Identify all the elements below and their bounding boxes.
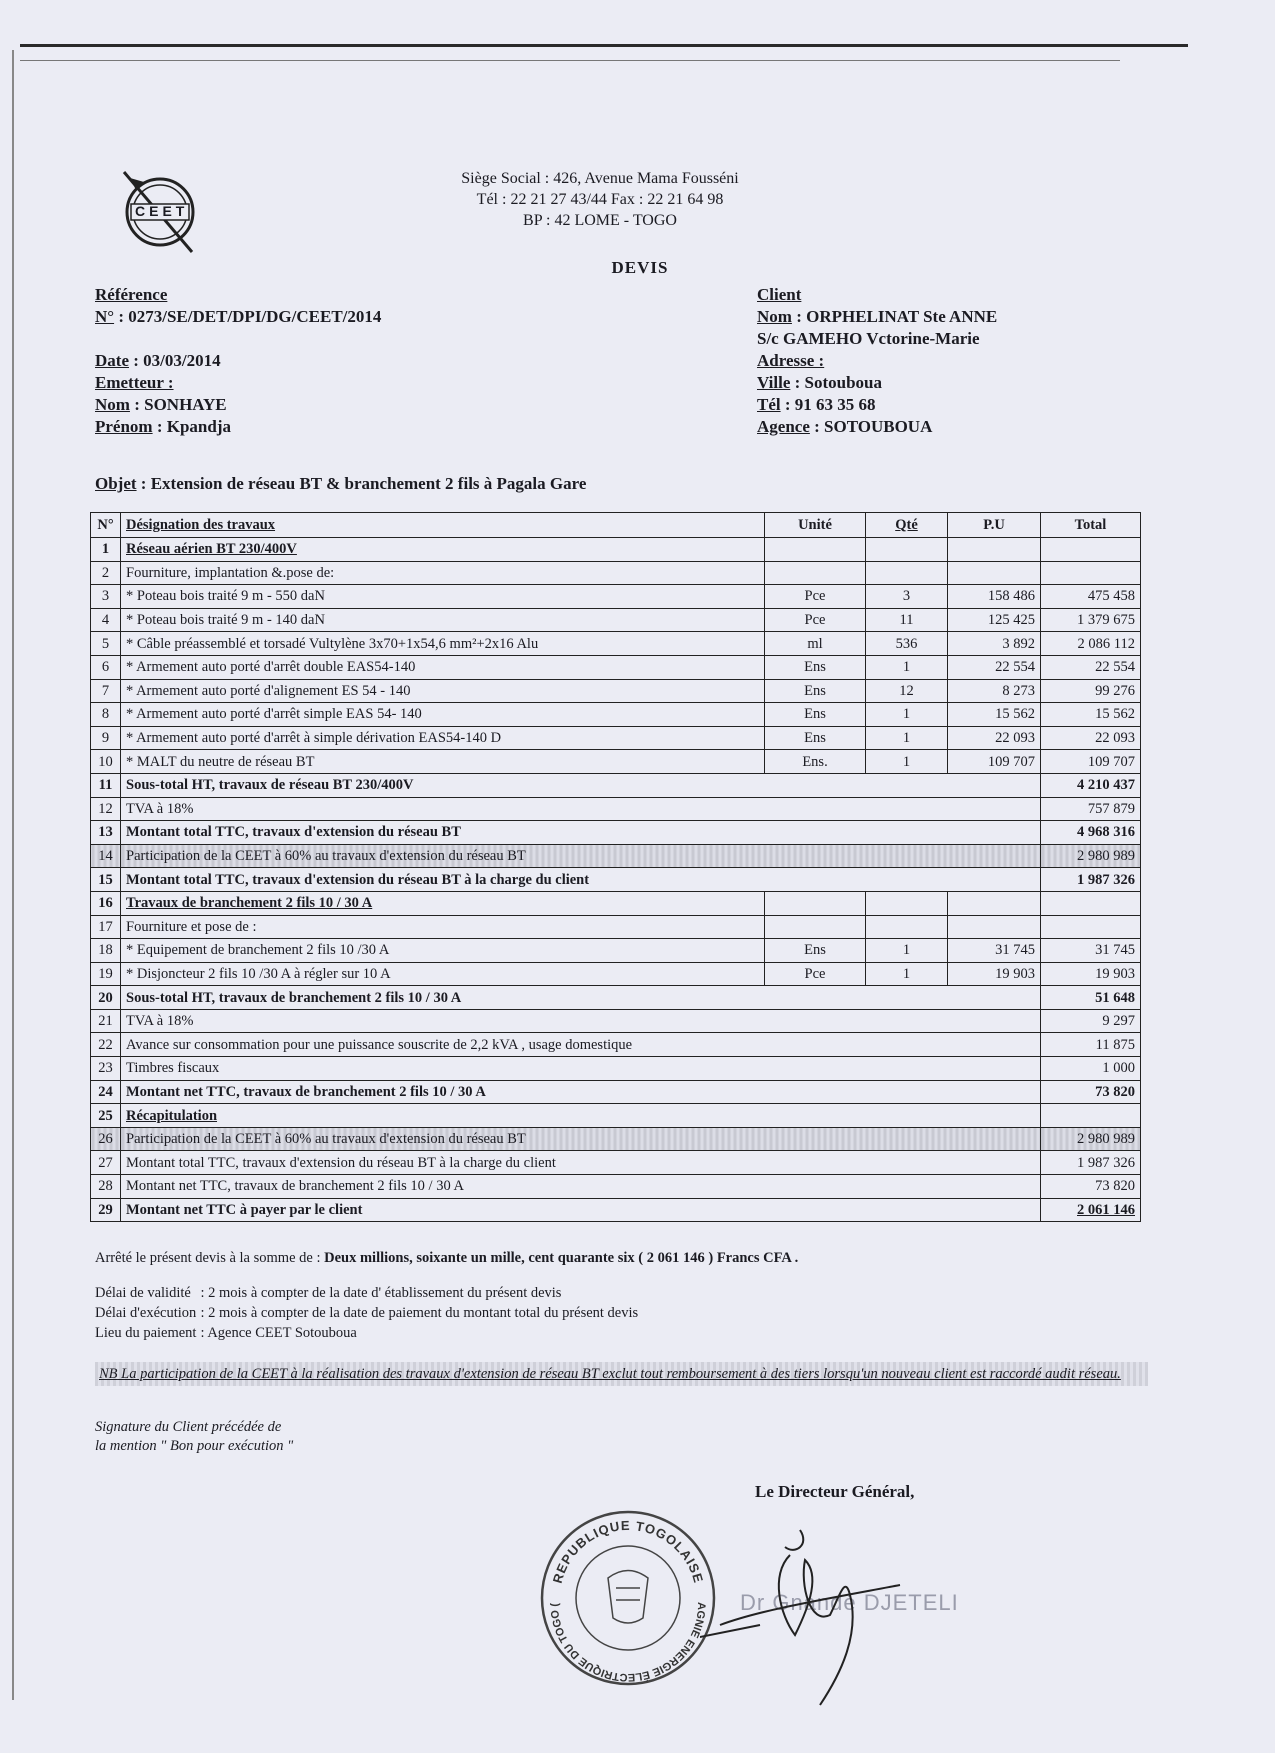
total-value: 4 210 437 bbox=[1077, 777, 1135, 794]
table-row bbox=[91, 1127, 1141, 1151]
designation-text: TVA à 18% bbox=[126, 800, 194, 817]
designation-text: Fourniture et pose de : bbox=[126, 918, 257, 935]
row-number-cell: 2 bbox=[91, 561, 121, 585]
total-value: 9 297 bbox=[1102, 1013, 1135, 1030]
row-number-cell: 17 bbox=[91, 915, 121, 939]
total-value: 2 061 146 bbox=[1077, 1201, 1135, 1218]
client-signature-mention: Signature du Client précédée de la mention " Bon pour exécution " bbox=[95, 1419, 294, 1454]
client-block bbox=[757, 284, 997, 438]
unit-cell: Ens bbox=[765, 655, 866, 679]
total-value: 757 879 bbox=[1087, 800, 1135, 817]
logo-text: CEET bbox=[135, 203, 189, 219]
table-row bbox=[91, 891, 1141, 915]
unit-cell: Ens bbox=[765, 679, 866, 703]
designation-text: Montant total TTC, travaux d'extension du réseau BT à la charge du client bbox=[126, 871, 590, 888]
table-row bbox=[91, 986, 1141, 1010]
designation-text: Montant total TTC, travaux d'extension du réseau BT à la charge du client bbox=[126, 1154, 556, 1171]
total-cell bbox=[1041, 1127, 1141, 1151]
top-border-line bbox=[20, 44, 1188, 47]
total-value: 1 000 bbox=[1102, 1060, 1135, 1077]
table-row bbox=[91, 868, 1141, 892]
phone-fax-line: Tél : 22 21 27 43/44 Fax : 22 21 64 98 bbox=[476, 191, 724, 208]
qty-cell: 3 bbox=[866, 585, 948, 609]
designation-text: TVA à 18% bbox=[126, 1013, 194, 1030]
unit-price-cell bbox=[948, 915, 1041, 939]
designation-text: * Disjoncteur 2 fils 10 /30 A à régler sur 10 A bbox=[126, 965, 391, 982]
total-cell bbox=[1041, 1151, 1141, 1175]
total-value: 51 648 bbox=[1095, 989, 1135, 1006]
nb-label: NB bbox=[99, 1366, 118, 1382]
total-cell bbox=[1041, 608, 1141, 632]
client-ville: Ville : Sotouboua bbox=[757, 373, 883, 392]
total-cell bbox=[1041, 844, 1141, 868]
emetteur-nom: Nom : SONHAYE bbox=[95, 395, 227, 414]
total-value: 22 093 bbox=[1095, 730, 1135, 747]
handwritten-signature bbox=[700, 1515, 960, 1715]
row-number-cell: 24 bbox=[91, 1080, 121, 1104]
qty-cell: 1 bbox=[866, 750, 948, 774]
total-cell bbox=[1041, 632, 1141, 656]
designation-cell bbox=[121, 608, 765, 632]
total-cell bbox=[1041, 1175, 1141, 1199]
unit-price-cell: 22 554 bbox=[948, 655, 1041, 679]
table-row bbox=[91, 797, 1141, 821]
amount-in-words bbox=[95, 1250, 798, 1267]
designation-cell bbox=[121, 1080, 1041, 1104]
qty-cell: 1 bbox=[866, 655, 948, 679]
designation-cell bbox=[121, 1057, 1041, 1081]
designation-text: Travaux de branchement 2 fils 10 / 30 A bbox=[126, 895, 373, 912]
total-cell bbox=[1041, 1198, 1141, 1222]
unit-price-cell bbox=[948, 561, 1041, 585]
designation-cell bbox=[121, 891, 765, 915]
table-row bbox=[91, 773, 1141, 797]
client-sc: S/c GAMEHO Vctorine-Marie bbox=[757, 329, 980, 348]
unit-price-cell: 8 273 bbox=[948, 679, 1041, 703]
unit-cell: Ens bbox=[765, 726, 866, 750]
table-row bbox=[91, 1175, 1141, 1199]
unit-price-cell: 19 903 bbox=[948, 962, 1041, 986]
row-number-cell: 10 bbox=[91, 750, 121, 774]
row-number-cell: 6 bbox=[91, 655, 121, 679]
total-cell bbox=[1041, 726, 1141, 750]
unit-cell: Ens bbox=[765, 939, 866, 963]
table-header-row bbox=[91, 513, 1141, 538]
client-adresse-label: Adresse : bbox=[757, 351, 825, 370]
col-header-qty: Qté bbox=[866, 513, 948, 538]
qty-cell bbox=[866, 915, 948, 939]
total-cell bbox=[1041, 1009, 1141, 1033]
total-cell bbox=[1041, 703, 1141, 727]
table-row bbox=[91, 1009, 1141, 1033]
row-number-cell: 27 bbox=[91, 1151, 121, 1175]
total-cell bbox=[1041, 891, 1141, 915]
designation-text: * Equipement de branchement 2 fils 10 /30 A bbox=[126, 942, 390, 959]
row-number-cell: 20 bbox=[91, 986, 121, 1010]
designation-cell bbox=[121, 915, 765, 939]
total-value: 22 554 bbox=[1095, 659, 1135, 676]
designation-text: Sous-total HT, travaux de branchement 2 fils 10 / 30 A bbox=[126, 989, 462, 1006]
row-number-cell: 21 bbox=[91, 1009, 121, 1033]
designation-cell bbox=[121, 939, 765, 963]
table-row bbox=[91, 1057, 1141, 1081]
total-cell bbox=[1041, 915, 1141, 939]
unit-cell bbox=[765, 915, 866, 939]
row-number-cell: 5 bbox=[91, 632, 121, 656]
table-row bbox=[91, 1080, 1141, 1104]
total-cell bbox=[1041, 986, 1141, 1010]
row-number-cell: 19 bbox=[91, 962, 121, 986]
term-row: Délai d'exécution : 2 mois à compter de la date de paiement du montant total du présent devis bbox=[95, 1305, 639, 1321]
total-cell bbox=[1041, 1057, 1141, 1081]
unit-price-cell: 22 093 bbox=[948, 726, 1041, 750]
devis-table bbox=[90, 512, 1141, 1222]
unit-cell: Pce bbox=[765, 585, 866, 609]
unit-price-cell: 109 707 bbox=[948, 750, 1041, 774]
row-number-cell: 13 bbox=[91, 821, 121, 845]
row-number-cell: 3 bbox=[91, 585, 121, 609]
table-row bbox=[91, 750, 1141, 774]
total-cell bbox=[1041, 1104, 1141, 1128]
term-row: Délai de validité : 2 mois à compter de la date d' établissement du présent devis bbox=[95, 1285, 562, 1301]
total-cell bbox=[1041, 1080, 1141, 1104]
col-header-designation: Désignation des travaux bbox=[121, 513, 765, 538]
table-row bbox=[91, 844, 1141, 868]
emetteur-prenom: Prénom : Kpandja bbox=[95, 417, 232, 436]
designation-cell bbox=[121, 561, 765, 585]
table-row bbox=[91, 726, 1141, 750]
col-header-total: Total bbox=[1041, 513, 1141, 538]
unit-price-cell bbox=[948, 538, 1041, 562]
total-cell bbox=[1041, 821, 1141, 845]
director-name: Dr Gnandé DJETELI bbox=[740, 1590, 959, 1615]
total-cell bbox=[1041, 797, 1141, 821]
total-cell bbox=[1041, 1033, 1141, 1057]
total-value: 73 820 bbox=[1095, 1083, 1135, 1100]
reference-date: Date : 03/03/2014 bbox=[95, 351, 221, 370]
designation-cell bbox=[121, 726, 765, 750]
row-number-cell: 8 bbox=[91, 703, 121, 727]
unit-price-cell: 15 562 bbox=[948, 703, 1041, 727]
row-number-cell: 15 bbox=[91, 868, 121, 892]
designation-cell bbox=[121, 585, 765, 609]
left-border-line bbox=[12, 50, 14, 1700]
designation-cell bbox=[121, 986, 1041, 1010]
table-row bbox=[91, 655, 1141, 679]
top-border-line-secondary bbox=[20, 60, 1120, 61]
table-row bbox=[91, 1151, 1141, 1175]
row-number-cell: 16 bbox=[91, 891, 121, 915]
total-cell bbox=[1041, 585, 1141, 609]
designation-text: * Poteau bois traité 9 m - 550 daN bbox=[126, 588, 325, 605]
unit-cell: Ens bbox=[765, 703, 866, 727]
qty-cell: 11 bbox=[866, 608, 948, 632]
designation-cell bbox=[121, 1198, 1041, 1222]
total-cell bbox=[1041, 561, 1141, 585]
total-value: 475 458 bbox=[1087, 588, 1135, 605]
company-address bbox=[380, 168, 820, 231]
total-value: 15 562 bbox=[1095, 706, 1135, 723]
nb-note bbox=[95, 1362, 1148, 1386]
director-title: Le Directeur Général, bbox=[755, 1482, 915, 1501]
designation-text: * Armement auto porté d'arrêt à simple dérivation EAS54-140 D bbox=[126, 730, 502, 747]
col-header-pu: P.U bbox=[948, 513, 1041, 538]
designation-text: Montant net TTC, travaux de branchement 2 fils 10 / 30 A bbox=[126, 1083, 486, 1100]
designation-text: Participation de la CEET à 60% au travaux d'extension du réseau BT bbox=[126, 1131, 526, 1148]
total-value: 109 707 bbox=[1087, 753, 1135, 770]
designation-cell bbox=[121, 797, 1041, 821]
total-cell bbox=[1041, 750, 1141, 774]
objet-label: Objet bbox=[95, 474, 137, 493]
designation-cell bbox=[121, 1104, 1041, 1128]
amount-value: Deux millions, soixante un mille, cent quarante six ( 2 061 146 ) Francs CFA . bbox=[324, 1250, 799, 1266]
col-header-no: N° bbox=[91, 513, 121, 538]
total-value: 2 980 989 bbox=[1077, 1131, 1135, 1148]
row-number-cell: 1 bbox=[91, 538, 121, 562]
designation-cell bbox=[121, 962, 765, 986]
row-number-cell: 4 bbox=[91, 608, 121, 632]
row-number-cell: 12 bbox=[91, 797, 121, 821]
client-tel: Tél : 91 63 35 68 bbox=[757, 395, 876, 414]
col-header-unit: Unité bbox=[765, 513, 866, 538]
table-row bbox=[91, 538, 1141, 562]
client-agence: Agence : SOTOUBOUA bbox=[757, 417, 933, 436]
designation-cell bbox=[121, 1033, 1041, 1057]
total-value: 2 980 989 bbox=[1077, 848, 1135, 865]
reference-number: N° : 0273/SE/DET/DPI/DG/CEET/2014 bbox=[95, 307, 382, 326]
designation-cell bbox=[121, 844, 1041, 868]
table-row bbox=[91, 962, 1141, 986]
table-row bbox=[91, 679, 1141, 703]
qty-cell: 1 bbox=[866, 726, 948, 750]
designation-text: Réseau aérien BT 230/400V bbox=[126, 541, 297, 558]
objet-value: : Extension de réseau BT & branchement 2 fils à Pagala Gare bbox=[136, 474, 587, 493]
designation-cell bbox=[121, 538, 765, 562]
designation-text: Montant net TTC à payer par le client bbox=[126, 1201, 363, 1218]
table-row bbox=[91, 608, 1141, 632]
total-value: 19 903 bbox=[1095, 965, 1135, 982]
total-value: 1 987 326 bbox=[1077, 871, 1135, 888]
row-number-cell: 22 bbox=[91, 1033, 121, 1057]
designation-cell bbox=[121, 1151, 1041, 1175]
row-number-cell: 9 bbox=[91, 726, 121, 750]
total-value: 31 745 bbox=[1095, 942, 1135, 959]
unit-cell bbox=[765, 891, 866, 915]
unit-cell bbox=[765, 561, 866, 585]
designation-cell bbox=[121, 750, 765, 774]
row-number-cell: 14 bbox=[91, 844, 121, 868]
total-cell bbox=[1041, 679, 1141, 703]
total-cell bbox=[1041, 962, 1141, 986]
qty-cell: 12 bbox=[866, 679, 948, 703]
unit-cell: Pce bbox=[765, 608, 866, 632]
designation-text: Montant net TTC, travaux de branchement 2 fils 10 / 30 A bbox=[126, 1178, 464, 1195]
row-number-cell: 23 bbox=[91, 1057, 121, 1081]
designation-text: Timbres fiscaux bbox=[126, 1060, 220, 1077]
total-cell bbox=[1041, 868, 1141, 892]
official-seal bbox=[538, 1508, 718, 1688]
table-row bbox=[91, 632, 1141, 656]
designation-cell bbox=[121, 1175, 1041, 1199]
table-row bbox=[91, 585, 1141, 609]
total-value: 99 276 bbox=[1095, 682, 1135, 699]
row-number-cell: 25 bbox=[91, 1104, 121, 1128]
designation-cell bbox=[121, 632, 765, 656]
designation-cell bbox=[121, 1127, 1041, 1151]
table-row bbox=[91, 1104, 1141, 1128]
amount-prefix: Arrêté le présent devis à la somme de : bbox=[95, 1250, 325, 1266]
row-number-cell: 11 bbox=[91, 773, 121, 797]
designation-text: Montant total TTC, travaux d'extension du réseau BT bbox=[126, 824, 461, 841]
qty-cell bbox=[866, 561, 948, 585]
svg-text:COMPAGNIE ENERGIE ÉLECTRIQUE D bbox=[538, 1508, 707, 1683]
total-value: 2 086 112 bbox=[1077, 635, 1135, 652]
term-row: Lieu du paiement : Agence CEET Sotouboua bbox=[95, 1325, 357, 1341]
terms-table bbox=[95, 1283, 642, 1343]
table-row bbox=[91, 939, 1141, 963]
client-heading: Client bbox=[757, 285, 802, 304]
row-number-cell: 18 bbox=[91, 939, 121, 963]
table-row bbox=[91, 1033, 1141, 1057]
total-cell bbox=[1041, 773, 1141, 797]
table-row bbox=[91, 1198, 1141, 1222]
qty-cell: 1 bbox=[866, 939, 948, 963]
designation-text: Récapitulation bbox=[126, 1107, 218, 1124]
total-value: 4 968 316 bbox=[1077, 824, 1135, 841]
qty-cell: 536 bbox=[866, 632, 948, 656]
designation-text: Participation de la CEET à 60% au travaux d'extension du réseau BT bbox=[126, 848, 526, 865]
designation-text: * Armement auto porté d'arrêt simple EAS 54- 140 bbox=[126, 706, 422, 723]
row-number-cell: 26 bbox=[91, 1127, 121, 1151]
unit-cell: ml bbox=[765, 632, 866, 656]
total-value: 1 987 326 bbox=[1077, 1154, 1135, 1171]
svg-text:REPUBLIQUE TOGOLAISE bbox=[550, 1518, 707, 1585]
row-number-cell: 29 bbox=[91, 1198, 121, 1222]
unit-price-cell: 31 745 bbox=[948, 939, 1041, 963]
qty-cell bbox=[866, 891, 948, 915]
designation-cell bbox=[121, 821, 1041, 845]
total-value: 11 875 bbox=[1095, 1036, 1135, 1053]
table-row bbox=[91, 561, 1141, 585]
designation-text: * Armement auto porté d'arrêt double EAS54-140 bbox=[126, 659, 416, 676]
po-box-line: BP : 42 LOME - TOGO bbox=[523, 212, 677, 229]
unit-price-cell: 158 486 bbox=[948, 585, 1041, 609]
client-nom: Nom : ORPHELINAT Ste ANNE bbox=[757, 307, 998, 326]
total-cell bbox=[1041, 939, 1141, 963]
objet-line bbox=[95, 474, 586, 494]
table-row bbox=[91, 821, 1141, 845]
table-row bbox=[91, 703, 1141, 727]
total-value: 1 379 675 bbox=[1077, 612, 1135, 629]
total-value: 73 820 bbox=[1095, 1178, 1135, 1195]
row-number-cell: 7 bbox=[91, 679, 121, 703]
total-cell bbox=[1041, 655, 1141, 679]
designation-cell bbox=[121, 1009, 1041, 1033]
designation-cell bbox=[121, 868, 1041, 892]
designation-text: * Poteau bois traité 9 m - 140 daN bbox=[126, 612, 325, 629]
unit-cell: Pce bbox=[765, 962, 866, 986]
designation-text: Avance sur consommation pour une puissance souscrite de 2,2 kVA , usage domestique bbox=[126, 1036, 633, 1053]
unit-price-cell: 125 425 bbox=[948, 608, 1041, 632]
emetteur-label: Emetteur : bbox=[95, 373, 174, 392]
seal-bottom-text: AGNIE ENERGIE ÉLECTRIQUE DU TOGO ( bbox=[548, 1601, 708, 1684]
total-cell bbox=[1041, 538, 1141, 562]
unit-cell: Ens. bbox=[765, 750, 866, 774]
unit-price-cell bbox=[948, 891, 1041, 915]
designation-cell bbox=[121, 773, 1041, 797]
ceet-logo bbox=[114, 168, 206, 254]
qty-cell: 1 bbox=[866, 962, 948, 986]
designation-text: * MALT du neutre de réseau BT bbox=[126, 753, 315, 770]
designation-text: * Armement auto porté d'alignement ES 54 - 140 bbox=[126, 682, 411, 699]
reference-block bbox=[95, 284, 381, 438]
table-row bbox=[91, 915, 1141, 939]
designation-cell bbox=[121, 679, 765, 703]
qty-cell bbox=[866, 538, 948, 562]
designation-text: Sous-total HT, travaux de réseau BT 230/400V bbox=[126, 777, 414, 794]
unit-price-cell: 3 892 bbox=[948, 632, 1041, 656]
qty-cell: 1 bbox=[866, 703, 948, 727]
address-line: Siège Social : 426, Avenue Mama Fousséni bbox=[461, 170, 739, 187]
seal-top-text: REPUBLIQUE TOGOLAISE bbox=[549, 1517, 707, 1585]
document-title: DEVIS bbox=[611, 258, 669, 277]
designation-text: Fourniture, implantation &.pose de: bbox=[126, 564, 335, 581]
designation-cell bbox=[121, 655, 765, 679]
designation-text: * Câble préassemblé et torsadé Vultylène 3x70+1x54,6 mm²+2x16 Alu bbox=[126, 635, 539, 652]
row-number-cell: 28 bbox=[91, 1175, 121, 1199]
reference-heading: Référence bbox=[95, 285, 168, 304]
unit-cell bbox=[765, 538, 866, 562]
designation-cell bbox=[121, 703, 765, 727]
nb-text: La participation de la CEET à la réalisation des travaux d'extension de réseau BT exclut tout remboursement à des tiers lorsqu'un nouveau client est raccordé audit réseau. bbox=[117, 1366, 1121, 1382]
